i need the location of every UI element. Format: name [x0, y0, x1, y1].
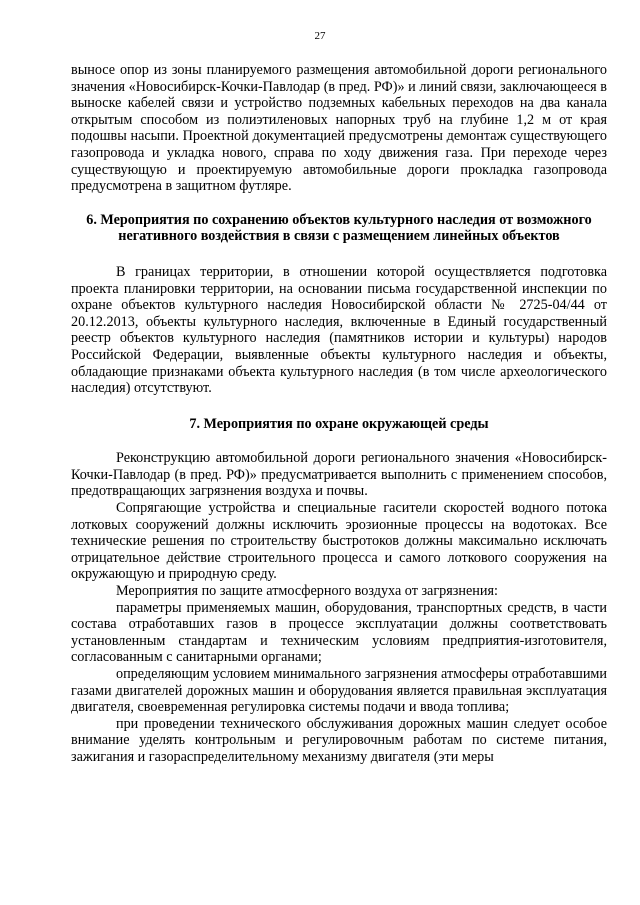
paragraph-reconstruction: Реконструкцию автомобильной дороги регионального значения «Новосибирск-Кочки-Павлодар (в пред. РФ)» предусматривается выполнить с применением способов, предотвращающих загрязнения воздуха и почвы.	[71, 450, 607, 500]
section-heading-7: 7. Мероприятия по охране окружающей среды	[189, 415, 489, 432]
page-content	[71, 62, 607, 766]
paragraph-devices: Сопрягающие устройства и специальные гасители скоростей водного потока лотковых сооружений должны исключить эрозионные процессы на водотоках. Все технические решения по строительству быстротоков должны максимально исключать отрицательное действие строительного процесса и самого лоткового сооружения на окружающую и природную среду.	[71, 500, 607, 583]
section-heading-6: 6. Мероприятия по сохранению объектов культурного наследия от возможного негативного воздействия в связи с размещением линейных объектов	[86, 211, 592, 245]
paragraph-maintenance: при проведении технического обслуживания дорожных машин следует особое внимание уделять контрольным и регулировочным работам по системе питания, зажигания и газораспределительному механизму двигателя (эти меры	[71, 715, 607, 765]
paragraph-air-protection: Мероприятия по защите атмосферного воздуха от загрязнения:	[116, 583, 498, 600]
paragraph-machine-parameters: параметры применяемых машин, оборудования, транспортных средств, в части состава отработавших газов в процессе эксплуатации должны соответствовать установленным стандартам и техническим условиям предприятия-изготовителя, согласованным с санитарными органами;	[71, 599, 607, 666]
paragraph-cultural-heritage: В границах территории, в отношении которой осуществляется подготовка проекта планировки территории, на основании письма государственной инспекции по охране объектов культурного наследия Новосибирской области № 2725-04/44 от 20.12.2013, объекты культурного наследия, включенные в Единый государственный реестр объектов культурного наследия (памятников истории и культуры) народов Российской Федерации, выявленные объекты культурного наследия и объекты, обладающие признаками объекта культурного наследия (в том числе археологического наследия) отсутствуют.	[71, 263, 607, 397]
paragraph-engine-operation: определяющим условием минимального загрязнения атмосферы отработавшими газами двигателей дорожных машин и оборудования является правильная эксплуатация двигателя, своевременная регулировка системы подачи и ввода топлива;	[71, 666, 607, 716]
paragraph-intro: выносе опор из зоны планируемого размещения автомобильной дороги регионального значения «Новосибирск-Кочки-Павлодар (в пред. РФ)» и линий связи, заключающееся в выноске кабелей связи и устройство подземных кабельных переходов на два канала открытым способом из полиэтиленовых напорных труб на глубине 1,2 м от края подошвы насыпи. Проектной документацией предусмотрены демонтаж существующего газопровода и укладка нового, справа по ходу движения газа. При переходе через существующую и проектируемую автомобильные дороги прокладка газопровода предусмотрена в защитном футляре.	[71, 62, 607, 195]
page-number: 27	[314, 30, 326, 42]
